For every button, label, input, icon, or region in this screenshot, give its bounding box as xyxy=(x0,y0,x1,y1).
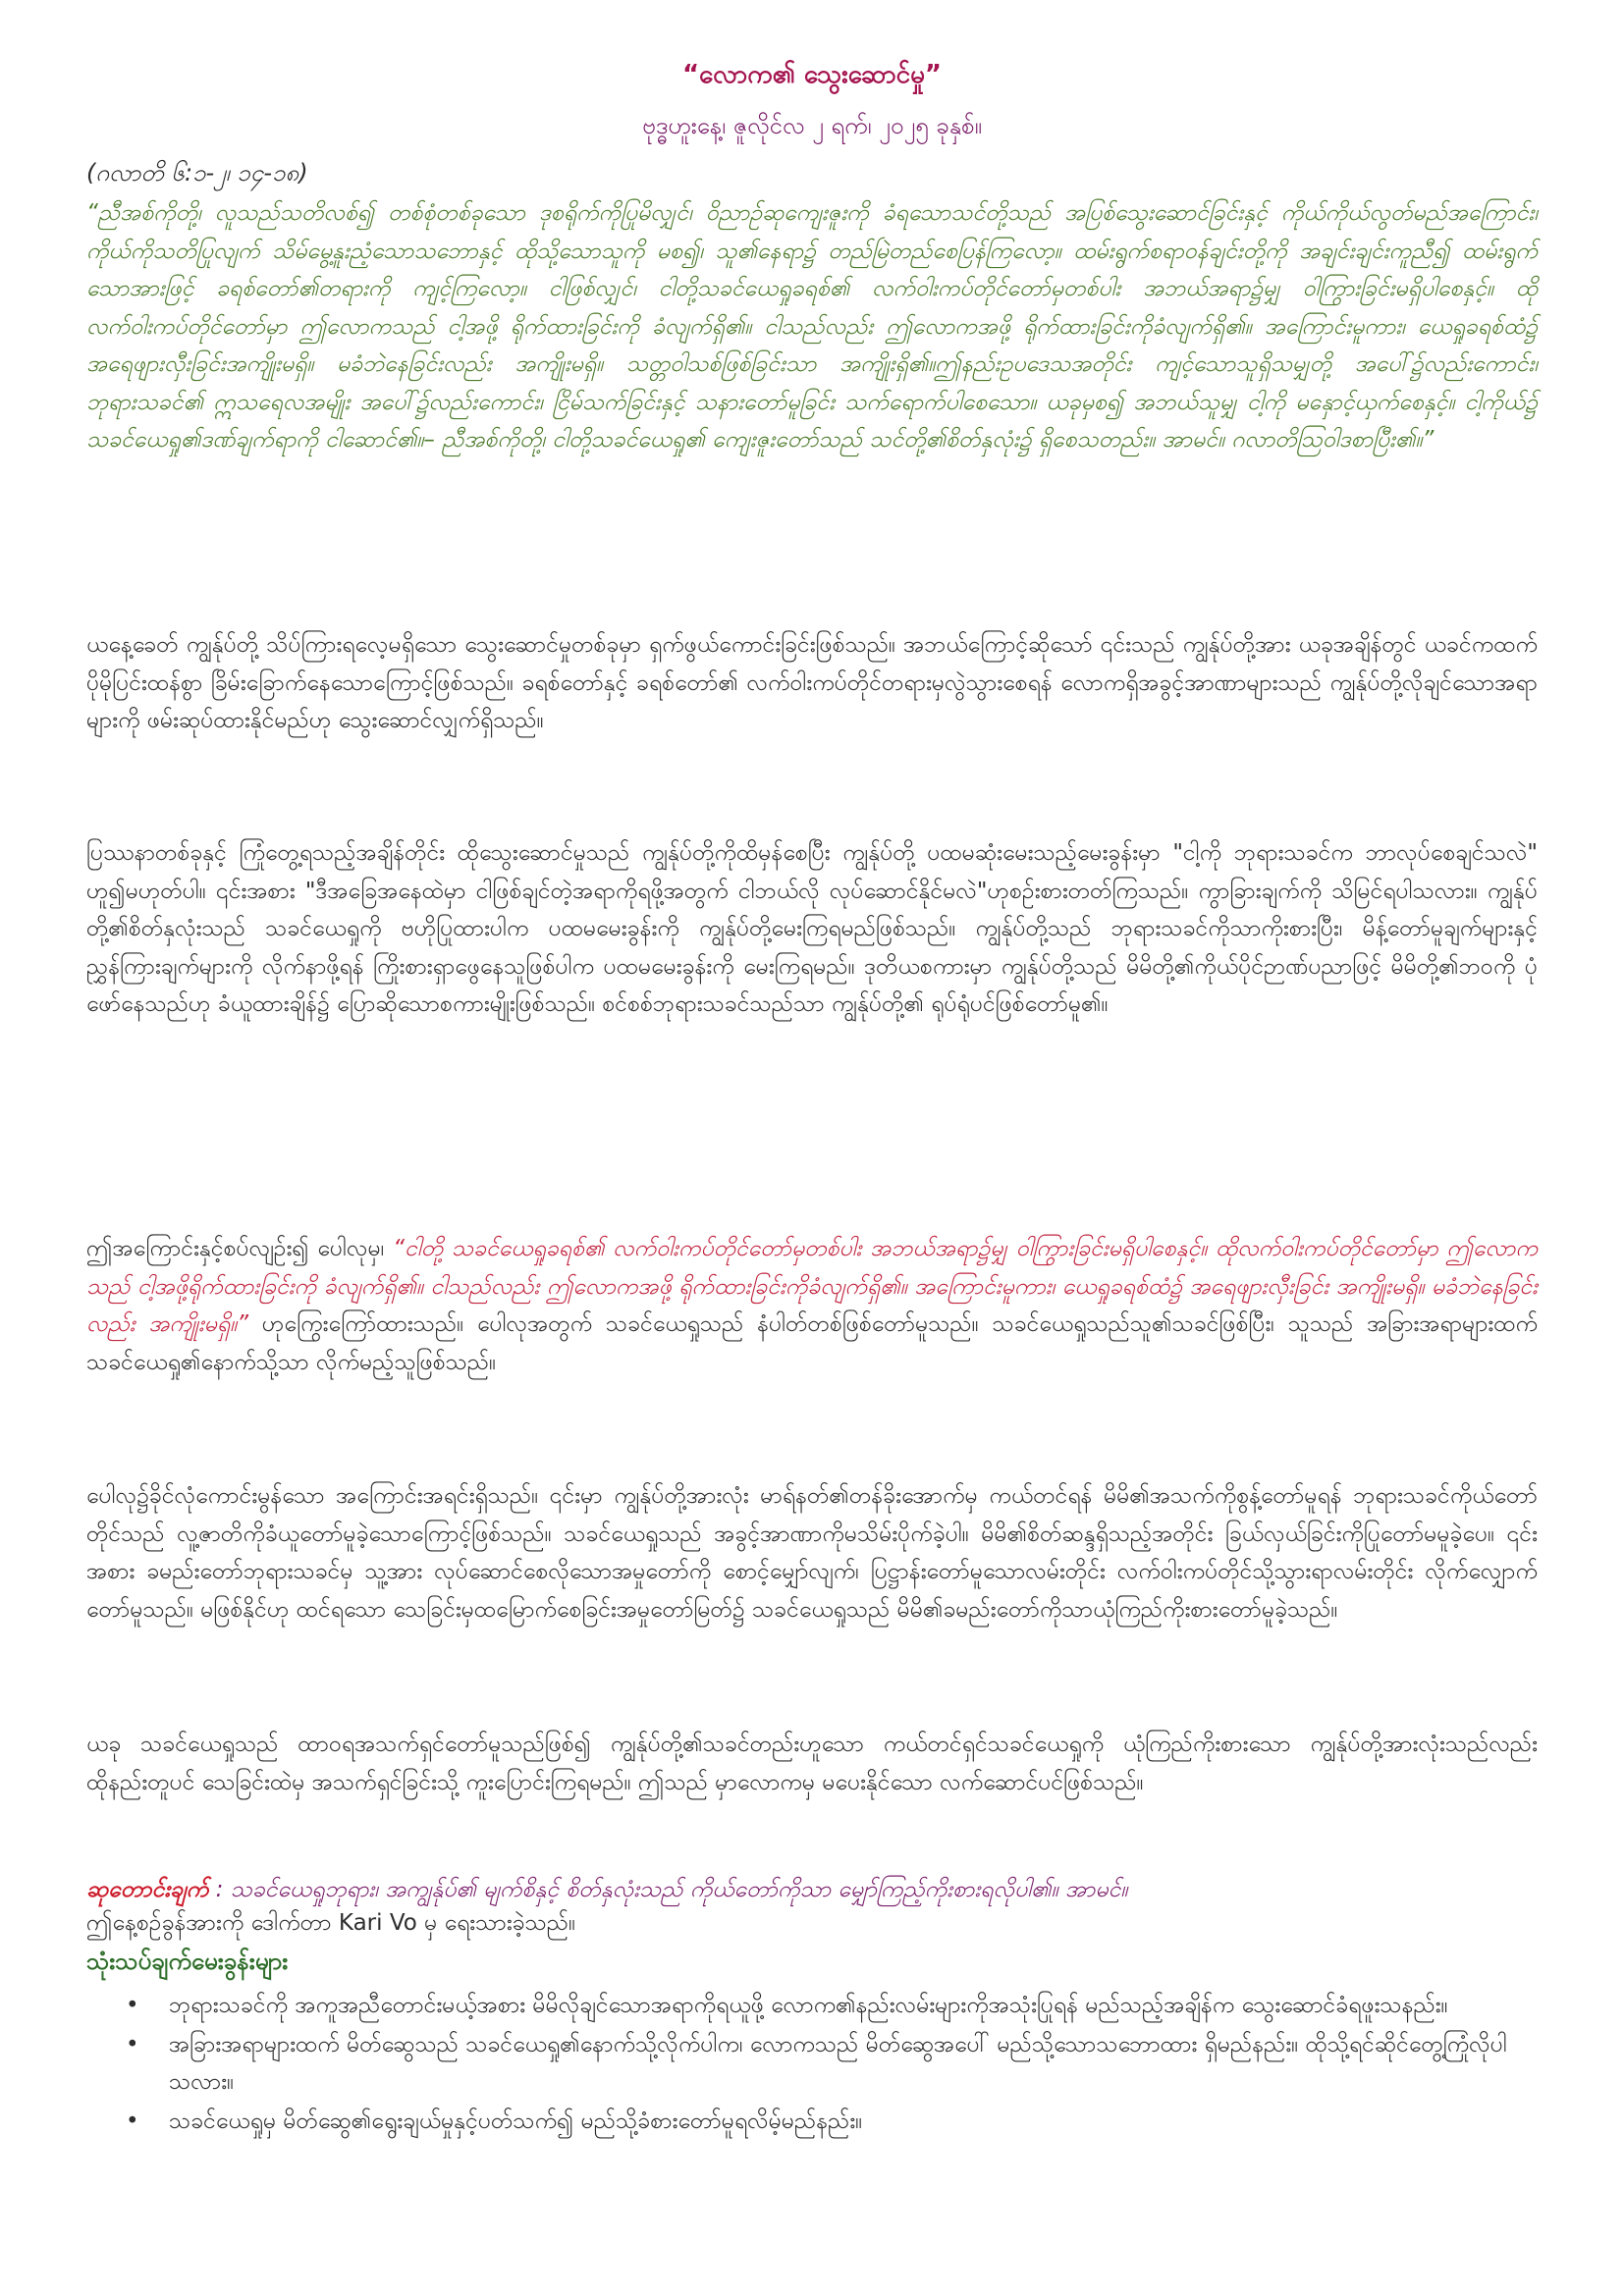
prayer-text: : သခင်ယေရှုဘုရား၊ အကျွန်ုပ်၏ မျက်စိနှင့် စိတ်နှလုံးသည် ကိုယ်တော်ကိုသာ မျှော်ကြည့်ကိုးစားရလိုပါ၏။ အာမင်။ xyxy=(208,1877,1128,1902)
author-line: ဤနေ့စဉ်ခွန်အားကို ဒေါက်တာ Kari Vo မှ ရေးသားခဲ့သည်။ xyxy=(86,1910,576,1936)
page-title: “လောက၏ သွေးဆောင်မှု” xyxy=(681,60,943,89)
body-paragraph-3 xyxy=(86,1230,1538,1381)
body-paragraph-4: ပေါလု၌ခိုင်လုံကောင်းမွန်သော အကြောင်းအရင်းရှိသည်။ ၎င်းမှာ ကျွန်ုပ်တို့အားလုံး မာရ်နတ်၏တန်ခိုးအောက်မှ ကယ်တင်ရန် မိမိ၏အသက်ကိုစွန့်တော်မူရန် ဘုရားသခင်ကိုယ်တော်တိုင်သည် လူ့ဇာတိကိုခံယူတော်မူခဲ့သောကြောင့်ဖြစ်သည်။ သခင်ယေရှုသည် အခွင့်အာဏာကိုမသိမ်းပိုက်ခဲ့ပါ။ မိမိ၏စိတ်ဆန္ဒရှိသည့်အတိုင်း ခြယ်လှယ်ခြင်းကိုပြုတော်မမူခဲ့ပေ။ ၎င်းအစား ခမည်းတော်ဘုရားသခင်မှ သူ့အား လုပ်ဆောင်စေလိုသောအမှုတော်ကို စောင့်မျှော်လျက်၊ ပြဋ္ဌာန်းတော်မူသောလမ်းတိုင်း လက်ဝါးကပ်တိုင်သို့သွားရာလမ်းတိုင်း လိုက်လျှောက်တော်မူသည်။ မဖြစ်နိုင်ဟု ထင်ရသော သေခြင်းမှထမြောက်စေခြင်းအမှုတော်မြတ်၌ သခင်ယေရှုသည် မိမိ၏ခမည်းတော်ကိုသာယုံကြည်ကိုးစားတော်မူခဲ့သည်။ xyxy=(86,1483,1538,1623)
page-date: ဗုဒ္ဓဟူးနေ့၊ ဇူလိုင်လ ၂ ရက်၊ ၂၀၂၅ ခုနှစ်။ xyxy=(642,112,982,139)
reflection-questions-heading: သုံးသပ်ချက်မေးခွန်းများ xyxy=(86,1948,289,1975)
bullet-icon: • xyxy=(126,2032,139,2057)
paragraph-3-intro: ဤအကြောင်းနှင့်စပ်လျဉ်း၍ ပေါလုမှ၊ xyxy=(86,1236,394,1261)
list-item xyxy=(126,2026,1538,2101)
list-item xyxy=(126,2103,1538,2140)
paul-quote: “ငါတို့ သခင်ယေရှုခရစ်၏ လက်ဝါးကပ်တိုင်တော်မှတစ်ပါး အဘယ်အရာ၌မျှ ဝါကြွားခြင်းမရှိပါစေနှင့်။ ထိုလက်ဝါးကပ်တိုင်တော်မှာ ဤလောကသည် ငါ့အဖို့ရိုက်ထားခြင်းကို ခံလျက်ရှိ၏။ ငါသည်လည်း ဤလောကအဖို့ ရိုက်ထားခြင်းကိုခံလျက်ရှိ၏။ အကြောင်းမူကား၊ ယေရှုခရစ်ထံ၌ အရေဖျားလှီးခြင်း အကျိုးမရှိ။ မခံဘဲနေခြင်းလည်း အကျိုးမရှိ။” xyxy=(86,1236,1538,1338)
scripture-text: “ညီအစ်ကိုတို့၊ လူသည်သတိလစ်၍ တစ်စုံတစ်ခုသော ဒုစရိုက်ကိုပြုမိလျှင်၊ ဝိညာဉ်ဆုကျေးဇူးကို ခံရသောသင်တို့သည် အပြစ်သွေးဆောင်ခြင်းနှင့် ကိုယ်ကိုယ်လွတ်မည်အကြောင်း၊ ကိုယ်ကိုသတိပြုလျက် သိမ်မွေ့နူးညံ့သောသဘောနှင့် ထိုသို့သောသူကို မစ၍၊ သူ၏နေရာ၌ တည်မြဲတည်စေပြန်ကြလော့။ ထမ်းရွက်စရာဝန်ချင်းတို့ကို အချင်းချင်းကူညီ၍ ထမ်းရွက်သောအားဖြင့် ခရစ်တော်၏တရားကို ကျင့်ကြလော့။ ငါဖြစ်လျှင်၊ ငါတို့သခင်ယေရှုခရစ်၏ လက်ဝါးကပ်တိုင်တော်မှတစ်ပါး အဘယ်အရာ၌မျှ ဝါကြွားခြင်းမရှိပါစေနှင့်။ ထိုလက်ဝါးကပ်တိုင်တော်မှာ ဤလောကသည် ငါ့အဖို့ ရိုက်ထားခြင်းကို ခံလျက်ရှိ၏။ ငါသည်လည်း ဤလောကအဖို့ ရိုက်ထားခြင်းကိုခံလျက်ရှိ၏။ အကြောင်းမူကား၊ ယေရှုခရစ်ထံ၌ အရေဖျားလှီးခြင်းအကျိုးမရှိ။ မခံဘဲနေခြင်းလည်း အကျိုးမရှိ။ သတ္တဝါသစ်ဖြစ်ခြင်းသာ အကျိုးရှိ၏။ဤနည်းဥပဒေသအတိုင်း ကျင့်သောသူရှိသမျှတို့ အပေါ်၌လည်းကောင်း၊ ဘုရားသခင်၏ ဣသရေလအမျိုး အပေါ်၌လည်းကောင်း၊ ငြိမ်သက်ခြင်းနှင့် သနားတော်မူခြင်း သက်ရောက်ပါစေသော။ ယခုမှစ၍ အဘယ်သူမျှ ငါ့ကို မနှောင့်ယှက်စေနှင့်။ ငါ့ကိုယ်၌ သခင်ယေရှု၏ဒဏ်ချက်ရာကို ငါဆောင်၏။– ညီအစ်ကိုတို့၊ ငါတို့သခင်ယေရှု၏ ကျေးဇူးတော်သည် သင်တို့၏စိတ်နှလုံး၌ ရှိစေသတည်း။ အာမင်။ ဂလာတိဩဝါဒစာပြီး၏။” xyxy=(86,200,1538,453)
list-item xyxy=(126,1987,1538,2024)
paragraph-3-rest: ဟုကြွေးကြော်ထားသည်။ ပေါလုအတွက် သခင်ယေရှုသည် နံပါတ်တစ်ဖြစ်တော်မူသည်။ သခင်ယေရှုသည်သူ၏သခင်ဖြစ်ပြီး၊ သူသည် အခြားအရာများထက် သခင်ယေရှု၏နောက်သို့သာ လိုက်မည့်သူဖြစ်သည်။ xyxy=(86,1311,1538,1375)
body-paragraph-5: ယခု သခင်ယေရှုသည် ထာဝရအသက်ရှင်တော်မူသည်ဖြစ်၍ ကျွန်ုပ်တို့၏သခင်တည်းဟူသော ကယ်တင်ရှင်သခင်ယေရှုကို ယုံကြည်ကိုးစားသော ကျွန်ုပ်တို့အားလုံးသည်လည်း ထိုနည်းတူပင် သေခြင်းထဲမှ အသက်ရှင်ခြင်းသို့ ကူးပြောင်းကြရမည်။ ဤသည် မှာလောကမှ မပေးနိုင်သော လက်ဆောင်ပင်ဖြစ်သည်။ xyxy=(86,1732,1538,1795)
prayer-label: ဆုတောင်းချက် xyxy=(86,1877,209,1902)
prayer-section xyxy=(86,1871,1538,1908)
question-text: သခင်ယေရှုမှ မိတ်ဆွေ၏ရွေးချယ်မှုနှင့်ပတ်သက်၍ မည်သို့ခံစားတော်မူရလိမ့်မည်နည်း။ xyxy=(169,2109,863,2134)
bullet-icon: • xyxy=(126,1993,139,2018)
scripture-reference: (ဂလာတိ ၆:၁-၂၊ ၁၄-၁၈) xyxy=(86,159,308,187)
bullet-icon: • xyxy=(126,2109,139,2134)
question-text: အခြားအရာများထက် မိတ်ဆွေသည် သခင်ယေရှု၏နောက်သို့လိုက်ပါက၊ လောကသည် မိတ်ဆွေအပေါ် မည်သို့သောသဘောထား ရှိမည်နည်း။ ထိုသို့ရင်ဆိုင်တွေ့ကြုံလိုပါသလား။ xyxy=(169,2032,1507,2095)
reflection-questions-list xyxy=(126,1987,1538,2142)
question-text: ဘုရားသခင်ကို အကူအညီတောင်းမယ့်အစား မိမိလိုချင်သောအရာကိုရယူဖို့ လောက၏နည်းလမ်းများကိုအသုံးပြုရန် မည်သည့်အချိန်က သွေးဆောင်ခံရဖူးသနည်း။ xyxy=(169,1993,1448,2018)
body-paragraph-2: ပြဿနာတစ်ခုနှင့် ကြုံတွေ့ရသည့်အချိန်တိုင်း ထိုသွေးဆောင်မှုသည် ကျွန်ုပ်တို့ကိုထိမှန်စေပြီး ကျွန်ုပ်တို့ ပထမဆုံးမေးသည့်မေးခွန်းမှာ "ငါ့ကို ဘုရားသခင်က ဘာလုပ်စေချင်သလဲ" ဟူ၍မဟုတ်ပါ။ ၎င်းအစား "ဒီအခြေအနေထဲမှာ ငါဖြစ်ချင်တဲ့အရာကိုရဖို့အတွက် ငါဘယ်လို လုပ်ဆောင်နိုင်မလဲ"ဟုစဉ်းစားတတ်ကြသည်။ ကွာခြားချက်ကို သိမြင်ရပါသလား။ ကျွန်ုပ်တို့၏စိတ်နှလုံးသည် သခင်ယေရှုကို ဗဟိုပြုထားပါက ပထမမေးခွန်းကို ကျွန်ုပ်တို့မေးကြရမည်ဖြစ်သည်။ ကျွန်ုပ်တို့သည် ဘုရားသခင်ကိုသာကိုးစားပြီး၊ မိန့်တော်မူချက်များနှင့်ညွှန်ကြားချက်များကို လိုက်နာဖို့ရန် ကြိုးစားရှာဖွေနေသူဖြစ်ပါက ပထမမေးခွန်းကို မေးကြရမည်။ ဒုတိယစကားမှာ ကျွန်ုပ်တို့သည် မိမိတို့၏ကိုယ်ပိုင်ဉာဏ်ပညာဖြင့် မိမိတို့၏ဘဝကို ပုံဖော်နေသည်ဟု ခံယူထားချိန်၌ ပြောဆိုသောစကားမျိုးဖြစ်သည်။ စင်စစ်ဘုရားသခင်သည်သာ ကျွန်ုပ်တို့၏ ရုပ်ရုံပင်ဖြစ်တော်မူ၏။ xyxy=(86,840,1538,1018)
body-paragraph-1: ယနေ့ခေတ် ကျွန်ုပ်တို့ သိပ်ကြားရလေ့မရှိသော သွေးဆောင်မှုတစ်ခုမှာ ရှက်ဖွယ်ကောင်းခြင်းဖြစ်သည်။ အဘယ်ကြောင့်ဆိုသော် ၎င်းသည် ကျွန်ုပ်တို့အား ယခုအချိန်တွင် ယခင်ကထက်ပိုမိုပြင်းထန်စွာ ခြိမ်းခြောက်နေသောကြောင့်ဖြစ်သည်။ ခရစ်တော်နှင့် ခရစ်တော်၏ လက်ဝါးကပ်တိုင်တရားမှလွဲသွားစေရန် လောကရှိအခွင့်အာဏာများသည် ကျွန်ုပ်တို့လိုချင်သောအရာများကို ဖမ်းဆုပ်ထားနိုင်မည်ဟု သွေးဆောင်လျှက်ရှိသည်။ xyxy=(86,632,1538,734)
